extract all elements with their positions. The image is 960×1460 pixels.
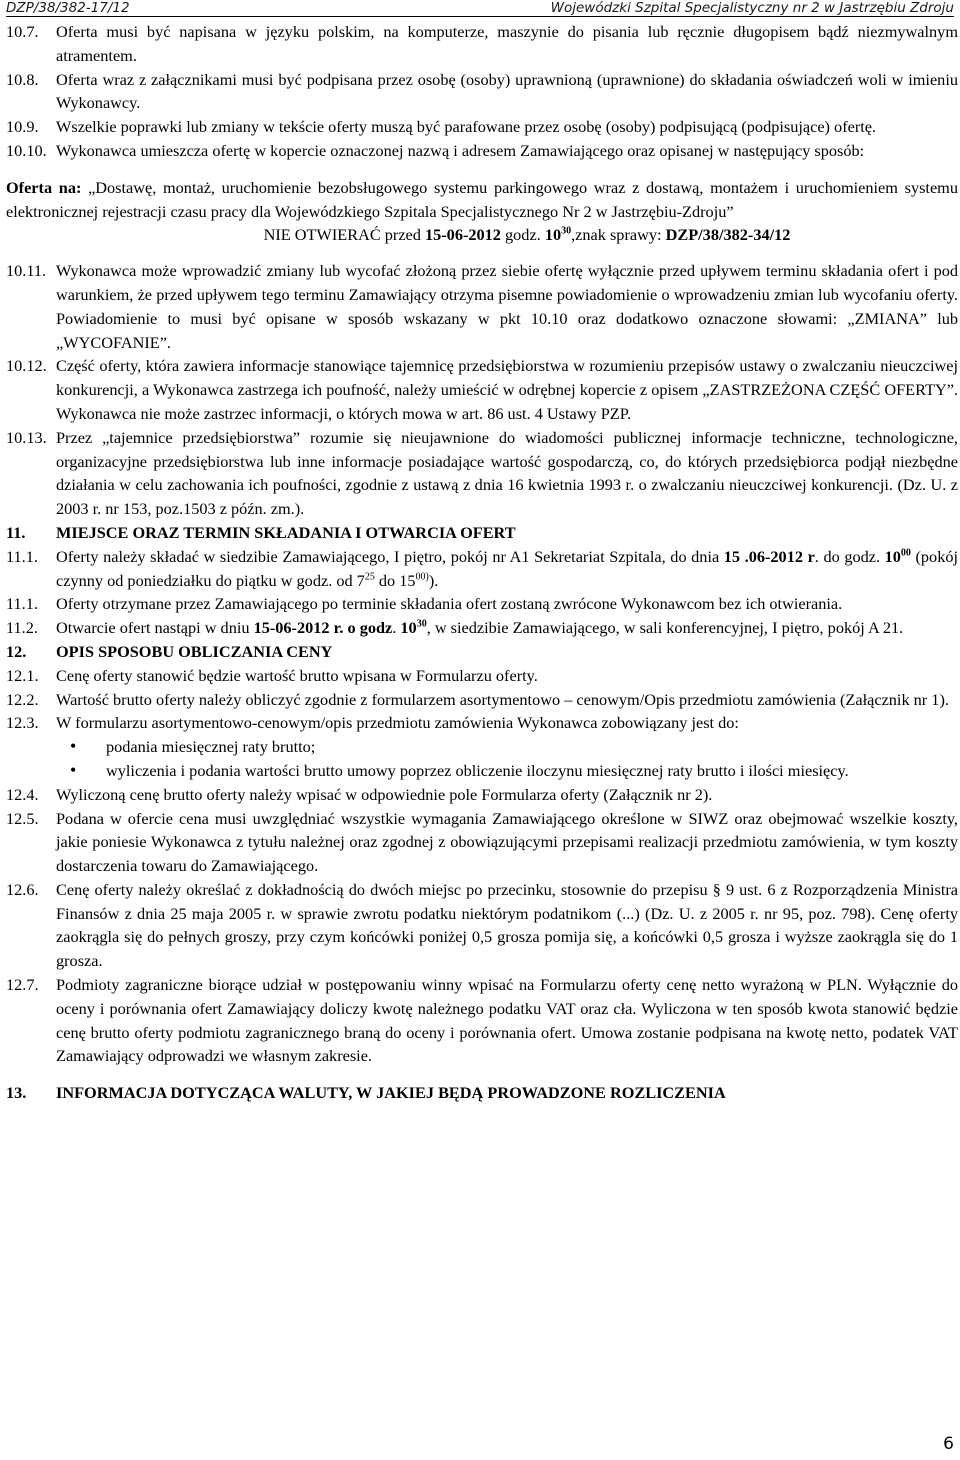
clause-text: Cenę oferty stanowić będzie wartość brutto wpisana w Formularzu oferty. [56, 665, 538, 685]
clause-number: 10.9. [6, 117, 39, 137]
clause-10-9 [6, 115, 958, 139]
do-not-open-line: NIE OTWIERAĆ przed 15-06-2012 godz. $10^{30},znak$ sprawy: DZP/38/382-34/12 [263, 225, 791, 245]
list-item-text: podania miesięcznej raty brutto; [106, 737, 316, 757]
section-number: 12. [6, 641, 27, 661]
bullet-icon: • [70, 759, 77, 780]
clause-text: Wykonawca umieszcza ofertę w kopercie oznaczonej nazwą i adresem Zamawiającego oraz opisanej w następujący sposób: [56, 140, 865, 160]
list-item [56, 759, 958, 783]
clause-number: 12.3. [6, 713, 39, 733]
clause-text: Oferta musi być napisana w języku polskim, na komputerze, maszynie do pisania lub ręcznie długopisem bądź niezmywalnym atramentem. [56, 22, 958, 65]
opening-date: 15-06-2012 [424, 225, 501, 245]
clause-text: Wyliczoną cenę brutto oferty należy wpisać w odpowiednie pole Formularza oferty (Załącznik nr 2). [56, 784, 713, 804]
bullet-icon: • [70, 736, 77, 757]
header-divider [6, 16, 954, 17]
clause-text: Przez „tajemnice przedsiębiorstwa” rozumie się nieujawnione do wiadomości publicznej informacje techniczne, technologiczne, organizacyjne przedsiębiorstwa lub inne informacje posiadające wartość gospodarczą, co, do których przedsiębiorca podjął niezbędne działania w celu zachowania ich poufności, zgodnie z ustawą z dnia 16 kwietnia 1993 r. o zwalczaniu nieuczciwej konkurencji. (Dz. U. z 2003 r. nr 153, poz.1503 z późn. zm.). [56, 427, 958, 519]
clause-number: 11.1. [6, 546, 38, 566]
section-number: 13. [6, 1083, 27, 1103]
list-item [56, 735, 958, 759]
clause-number: 11.1. [6, 594, 38, 614]
offer-subject: „Dostawę, montaż, uruchomienie bezobsługowego systemu parkingowego wraz z dostawą, montażem i uruchomieniem systemu elektronicznej rejestracji czasu pracy dla Wojewódzkiego Szpitala Specjalistycznego Nr 2 w Jastrzębiu-Zdroju” [6, 177, 958, 221]
clause-10-13 [6, 426, 958, 521]
clause-number: 12.4. [6, 784, 39, 804]
clause-text: Wszelkie poprawki lub zmiany w tekście oferty muszą być parafowane przez osobę (osoby) podpisującą (podpisujące) ofertę. [56, 117, 877, 137]
clause-text: W formularzu asortymentowo-cenowym/opis przedmiotu zamówienia Wykonawca zobowiązany jest do: [56, 713, 739, 733]
hospital-name: Wojewódzki Szpital Specjalistyczny nr 2 w Jastrzębiu Zdroju [550, 0, 954, 16]
clause-number: 12.5. [6, 808, 39, 828]
clause-text: Podana w ofercie cena musi uwzględniać wszystkie wymagania Zamawiającego określone w SIWZ oraz obejmować wszelkie koszty, jakie poniesie Wykonawca z tytułu należnej oraz zgodnej z obowiązującymi przepisami realizacji przedmiotu zamówienia, w tym koszty dostarczenia towaru do Zamawiającego. [56, 808, 958, 876]
clause-number: 10.11. [6, 261, 47, 281]
clause-number: 10.8. [6, 69, 39, 89]
clause-text: Oferty otrzymane przez Zamawiającego po terminie składania ofert zostaną zwrócone Wykonawcom bez ich otwierania. [56, 594, 843, 614]
clause-10-7 [6, 20, 958, 68]
clause-text: Oferta wraz z załącznikami musi być podpisana przez osobę (osoby) uprawnioną (uprawnione) do składania oświadczeń woli w imieniu Wykonawcy. [56, 69, 958, 113]
clause-10-10 [6, 139, 958, 163]
clause-number: 10.12. [6, 356, 47, 376]
clause-number: 12.6. [6, 879, 39, 899]
clause-text: Wykonawca może wprowadzić zmiany lub wycofać złożoną przez siebie ofertę wyłącznie przed upływem terminu składania ofert i pod warunkiem, że przed upływem tego terminu Zamawiający otrzyma pisemne powiadomienie o wprowadzeniu zmian lub wycofaniu oferty. Powiadomienie to musi być opisane w sposób wskazany w pkt 10.10 oraz dodatkowo oznaczone słowami: „ZMIANA” lub „WYCOFANIE”. [56, 261, 958, 352]
document-reference: DZP/38/382-17/12 [6, 0, 130, 16]
clause-text: Otwarcie ofert nastąpi w dniu 15-06-2012 r. o godz. $10^{30}$, w siedzibie Zamawiającego, w sali konferencyjnej, I piętro, pokój A 21. [56, 618, 904, 638]
section-number: 11. [6, 522, 26, 542]
case-sign: DZP/38/382-34/12 [665, 225, 791, 245]
clause-12-4 [6, 783, 958, 807]
clause-11-2 [6, 616, 958, 640]
page-number: 6 [943, 1434, 954, 1454]
clause-number: 12.7. [6, 975, 39, 995]
clause-number: 12.2. [6, 689, 39, 709]
clause-number: 10.13. [6, 427, 47, 447]
clause-10-12 [6, 354, 958, 425]
envelope-label-text [6, 176, 958, 224]
clause-number: 11.2. [6, 618, 38, 638]
clause-12-5 [6, 807, 958, 878]
section-title: MIEJSCE ORAZ TERMIN SKŁADANIA I OTWARCIA OFERT [56, 522, 516, 542]
section-11-heading [6, 521, 958, 545]
clause-12-1 [6, 664, 958, 688]
section-12-heading [6, 640, 958, 664]
section-title: OPIS SPOSOBU OBLICZANIA CENY [56, 641, 333, 661]
clause-12-3 [6, 711, 958, 735]
offer-label: Oferta na: [6, 177, 82, 197]
clause-text: Część oferty, która zawiera informacje stanowiące tajemnicę przedsiębiorstwa w rozumieniu przepisów ustawy o zwalczaniu nieuczciwej konkurencji, a Wykonawca zastrzega ich poufność, należy umieścić w odrębnej kopercie z opisem „ZASTRZEŻONA CZĘŚĆ OFERTY”. Wykonawca nie może zastrzec informacji, o których mowa w art. 86 ust. 4 Ustawy PZP. [56, 356, 958, 423]
clause-text: Oferty należy składać w siedzibie Zamawiającego, I piętro, pokój nr A1 Sekretariat Szpitala, do dnia 15 .06-2012 r. do godz. $10^{00}$ (pokój czynny od poniedziałku do piątku w godz. od $7^{25}$ do 15$^{00)}$). [56, 546, 958, 590]
document-body [6, 20, 958, 1105]
clause-number: 10.7. [6, 22, 39, 41]
clause-12-7 [6, 973, 958, 1068]
clause-text: Cenę oferty należy określać z dokładnością do dwóch miejsc po przecinku, stosownie do przepisu § 9 ust. 6 z Rozporządzenia Ministra Finansów z dnia 25 maja 2005 r. w sprawie zwrotu podatku niektórym podatnikom (...) (Dz. U. z 2005 r. nr 95, poz. 798). Cenę oferty zaokrągla się do pełnych groszy, przy czym końcówki poniżej 0,5 grosza pomija się, a końcówki 0,5 grosza i wyższe zaokrągla się do 1 grosza. [56, 879, 958, 971]
clause-12-2 [6, 688, 958, 712]
clause-10-11 [6, 259, 958, 354]
section-13-heading [6, 1081, 958, 1105]
clause-number: 12.1. [6, 665, 39, 685]
clause-text: Podmioty zagraniczne biorące udział w postępowaniu winny wpisać na Formularzu oferty cenę netto wyrażoną w PLN. Wyłącznie do oceny i porównania ofert Zamawiający doliczy kwotę należnego podatku VAT oraz cła. Wyliczona w ten sposób kwota stanowić będzie cenę brutto oferty podmiotu zagranicznego braną do oceny i porównania ofert. Umowa zostanie podpisana na kwotę netto, podatek VAT Zamawiający odprowadzi we własnym zakresie. [56, 975, 958, 1066]
list-item-text: wyliczenia i podania wartości brutto umowy poprzez obliczenie iloczynu miesięcznej raty brutto i ilości miesięcy. [106, 760, 849, 780]
clause-12-6 [6, 878, 958, 973]
clause-number: 10.10. [6, 140, 47, 160]
clause-11-1-b [6, 592, 958, 616]
clause-11-1-a [6, 545, 958, 593]
clause-10-8 [6, 68, 958, 116]
section-title: INFORMACJA DOTYCZĄCA WALUTY, W JAKIEJ BĘDĄ PROWADZONE ROZLICZENIA [56, 1083, 726, 1103]
clause-text: Wartość brutto oferty należy obliczyć zgodnie z formularzem asortymentowo – cenowym/Opis przedmiotu zamówienia (Załącznik nr 1). [56, 689, 949, 709]
